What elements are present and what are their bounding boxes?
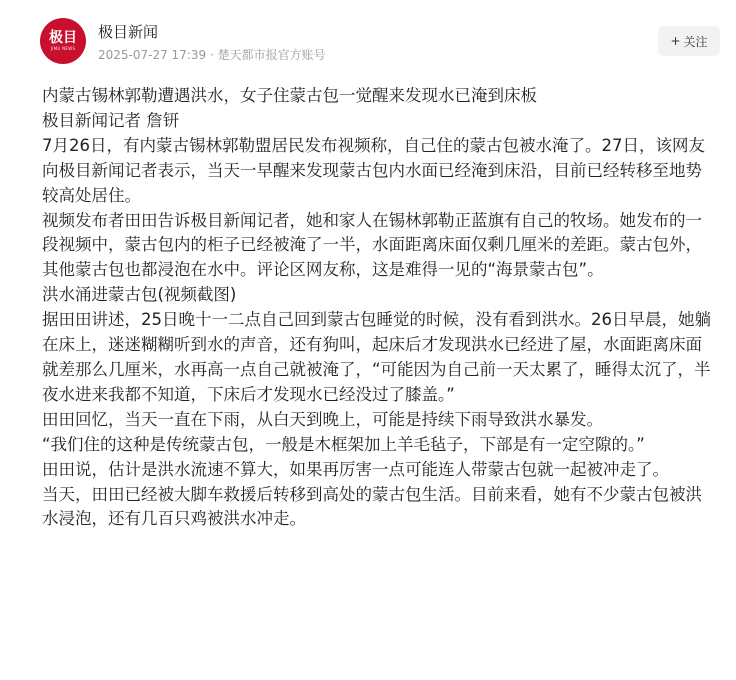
- jimu-logo-text: 极目: [49, 30, 77, 46]
- publish-meta: 2025-07-27 17:39 · 楚天都市报官方账号: [98, 48, 326, 62]
- avatar[interactable]: [40, 18, 86, 64]
- article-headline: 内蒙古锡林郭勒遭遇洪水，女子住蒙古包一觉醒来发现水已淹到床板: [42, 86, 537, 105]
- image-caption: 洪水涌进蒙古包(视频截图): [42, 285, 237, 305]
- article-body: [42, 84, 714, 532]
- paragraph: 当天，田田已经被大脚车救援后转移到高处的蒙古包生活。目前来看，她有不少蒙古包被洪水浸泡，还有几百只鸡被洪水冲走。: [42, 484, 702, 529]
- paragraph: 7月26日，有内蒙古锡林郭勒盟居民发布视频称，自己住的蒙古包被水淹了。27日，该网友向极目新闻记者表示，当天一早醒来发现蒙古包内水面已经淹到床沿，目前已经转移至地势较高处居住。: [42, 135, 705, 205]
- paragraph: “我们住的这种是传统蒙古包，一般是木框架加上羊毛毡子，下部是有一定空隙的。”: [42, 434, 645, 454]
- plus-icon: +: [670, 34, 681, 48]
- paragraph: 视频发布者田田告诉极目新闻记者，她和家人在锡林郭勒正蓝旗有自己的牧场。她发布的一段视频中，蒙古包内的柜子已经被淹了一半，水面距离床面仅剩几厘米的差距。蒙古包外，其他蒙古包也都浸泡在水中。评论区网友称，这是难得一见的“海景蒙古包”。: [42, 210, 702, 280]
- jimu-logo-subtext: JIMU NEWS: [50, 46, 76, 51]
- paragraph: 田田说，估计是洪水流速不算大，如果再厉害一点可能连人带蒙古包就一起被冲走了。: [42, 459, 669, 479]
- paragraph: 田田回忆，当天一直在下雨，从白天到晚上，可能是持续下雨导致洪水暴发。: [42, 409, 603, 429]
- follow-button[interactable]: [658, 26, 720, 56]
- paragraph: 据田田讲述，25日晚十一二点自己回到蒙古包睡觉的时候，没有看到洪水。26日早晨，她躺在床上，迷迷糊糊听到水的声音，还有狗叫，起床后才发现洪水已经进了屋，水面距离床面就差那么几厘米，水再高一点自己就被淹了，“可能因为自己前一天太累了，睡得太沉了，半夜水进来我都不知道，下床后才发现水已经没过了膝盖。”: [42, 310, 711, 404]
- source-name[interactable]: 极目新闻: [98, 23, 159, 41]
- article-header: [40, 18, 720, 66]
- reporter-byline: 极目新闻记者 詹钘: [42, 110, 180, 130]
- follow-label: 关注: [683, 34, 708, 49]
